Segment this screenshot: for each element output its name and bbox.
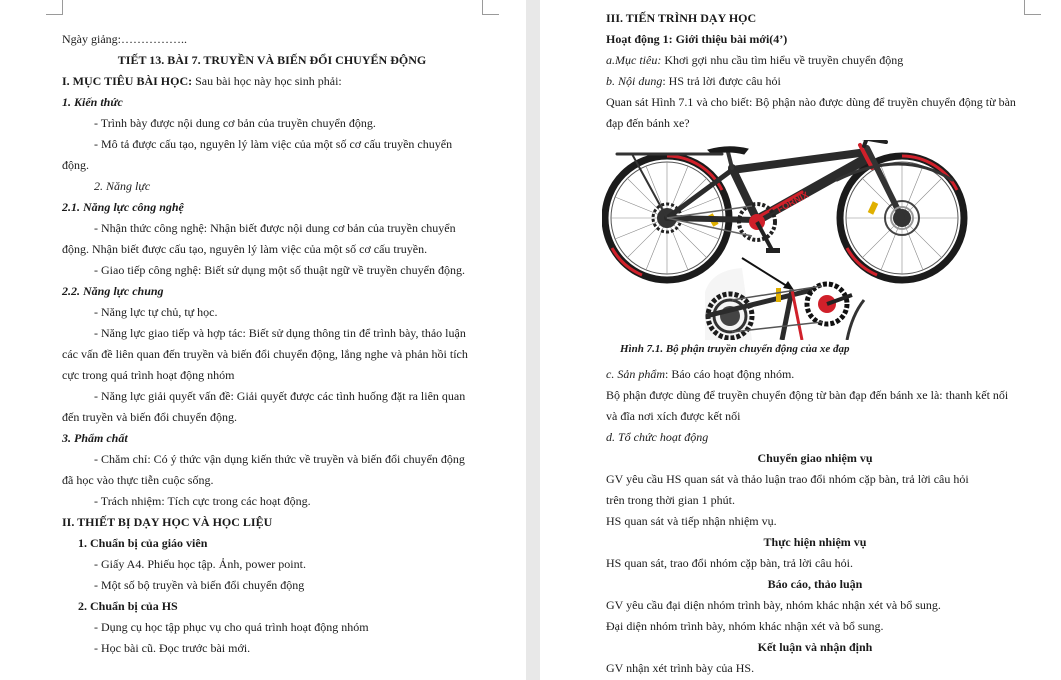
text-line: cực trong quá trình hoạt động nhóm — [62, 368, 235, 382]
text-line: - Năng lực giao tiếp và hợp tác: Biết sử dụng thông tin để trình bày, thảo luận — [94, 326, 466, 340]
product-text: : Báo cáo hoạt động nhóm. — [665, 367, 795, 381]
text-line: - Mô tả được cấu tạo, nguyên lý làm việc của một số cơ cấu truyền chuyển — [94, 137, 453, 151]
content-label: b. Nội dung — [606, 74, 663, 88]
answer-line: và đĩa nơi xích được kết nối — [606, 409, 741, 423]
heading-competence: 2. Năng lực — [94, 179, 151, 193]
date-line: Ngày giảng:…………….. — [62, 32, 187, 46]
document-page-left — [0, 0, 526, 680]
text-line: - Dụng cụ học tập phục vụ cho quá trình hoạt động nhóm — [94, 620, 369, 634]
text-line: - Chăm chỉ: Có ý thức vận dụng kiến thức về truyền và biến đổi chuyển động — [94, 452, 465, 466]
heading-assign-task: Chuyển giao nhiệm vụ — [757, 451, 873, 465]
text-line: đã học vào thực tiễn cuộc sống. — [62, 473, 214, 487]
text-line: trên trong thời gian 1 phút. — [606, 493, 735, 507]
drivetrain-detail-image — [705, 268, 864, 340]
answer-line: Bộ phận được dùng để truyền chuyển động từ bàn đạp đến bánh xe là: thanh kết nối — [606, 388, 1009, 402]
section-intro: Sau bài học này học sinh phải: — [192, 74, 342, 88]
heading-activity-1: Hoạt động 1: Giới thiệu bài mới(4’) — [606, 32, 788, 46]
question-line: đạp đến bánh xe? — [606, 116, 690, 130]
text-line: - Giao tiếp công nghệ: Biết sử dụng một số thuật ngữ về truyền chuyển động. — [94, 263, 465, 277]
heading-report: Báo cáo, thảo luận — [767, 577, 863, 591]
bike-brand-label: FORNIX — [775, 189, 811, 215]
text-line: GV yêu cầu HS quan sát và thảo luận trao đổi nhóm cặp bàn, trả lời câu hỏi — [606, 472, 969, 486]
text-line: GV nhận xét trình bày của HS. — [606, 661, 755, 675]
section-heading: I. MỤC TIÊU BÀI HỌC: — [62, 74, 193, 88]
pointer-arrow — [742, 258, 790, 288]
document-page-right — [540, 0, 1061, 680]
figure-caption: Hình 7.1. Bộ phận truyền chuyển động của xe đạp — [620, 343, 850, 355]
heading-knowledge: 1. Kiến thức — [62, 95, 123, 109]
heading-equipment: II. THIẾT BỊ DẠY HỌC VÀ HỌC LIỆU — [62, 515, 273, 529]
margin-corner-mark — [46, 0, 63, 15]
bicycle-figure-image — [602, 140, 974, 340]
heading-teacher-prep: 1. Chuẩn bị của giáo viên — [78, 536, 208, 550]
objective-text: Khơi gợi nhu cầu tìm hiểu về truyền chuyển động — [661, 53, 904, 67]
product-line — [606, 367, 794, 382]
text-line: - Nhận thức công nghệ: Nhận biết được nội dung cơ bản của truyền chuyển — [94, 221, 456, 235]
text-line: động. Nhận biết được cấu tạo, nguyên lý làm việc của một số cơ cấu truyền. — [62, 242, 428, 256]
heading-procedure: III. TIẾN TRÌNH DẠY HỌC — [606, 11, 757, 25]
text-line: HS quan sát, trao đổi nhóm cặp bàn, trả lời câu hỏi. — [606, 556, 853, 570]
text-line: các vấn đề liên quan đến truyền và biến đổi chuyển động, lắng nghe và phản hồi tích — [62, 347, 468, 361]
content-line — [606, 74, 781, 89]
product-label: c. Sản phẩm — [606, 367, 665, 381]
margin-corner-mark — [482, 0, 499, 15]
question-line: Quan sát Hình 7.1 và cho biết: Bộ phận nào được dùng để truyền chuyển động từ bàn — [606, 95, 1016, 109]
heading-general-competence: 2.2. Năng lực chung — [62, 284, 164, 298]
text-line: Đại diện nhóm trình bày, nhóm khác nhận xét và bổ sung. — [606, 619, 884, 633]
text-line: HS quan sát và tiếp nhận nhiệm vụ. — [606, 514, 777, 528]
content-text: : HS trả lời được câu hỏi — [662, 74, 781, 88]
lesson-title: TIẾT 13. BÀI 7. TRUYỀN VÀ BIẾN ĐỔI CHUYỂN ĐỘNG — [117, 53, 427, 67]
text-line: - Trách nhiệm: Tích cực trong các hoạt động. — [94, 494, 311, 508]
heading-conclusion: Kết luận và nhận định — [757, 640, 873, 654]
text-line: đến truyền và biến đổi chuyển động. — [62, 410, 237, 424]
objective-label: a.Mục tiêu: — [606, 53, 662, 67]
text-line: GV yêu cầu đại diện nhóm trình bày, nhóm khác nhận xét và bổ sung. — [606, 598, 941, 612]
text-line: - Trình bày được nội dung cơ bản của truyền chuyển động. — [94, 116, 376, 130]
objective-line — [606, 53, 903, 68]
text-line: - Giấy A4. Phiếu học tập. Ảnh, power point. — [94, 557, 306, 571]
text-line: động. — [62, 158, 89, 172]
section-objectives — [62, 74, 342, 89]
heading-tech-competence: 2.1. Năng lực công nghệ — [62, 200, 184, 214]
text-line: - Học bài cũ. Đọc trước bài mới. — [94, 641, 251, 655]
heading-do-task: Thực hiện nhiệm vụ — [763, 535, 867, 549]
text-line: - Năng lực tự chủ, tự học. — [94, 305, 218, 319]
text-line: - Năng lực giải quyết vấn đề: Giải quyết được các tình huống đặt ra liên quan — [94, 389, 466, 403]
heading-organization: d. Tổ chức hoạt động — [606, 430, 709, 444]
heading-qualities: 3. Phẩm chất — [62, 431, 128, 445]
text-line: - Một số bộ truyền và biến đổi chuyển động — [94, 578, 305, 592]
heading-student-prep: 2. Chuẩn bị của HS — [78, 599, 178, 613]
margin-corner-mark — [1024, 0, 1041, 15]
